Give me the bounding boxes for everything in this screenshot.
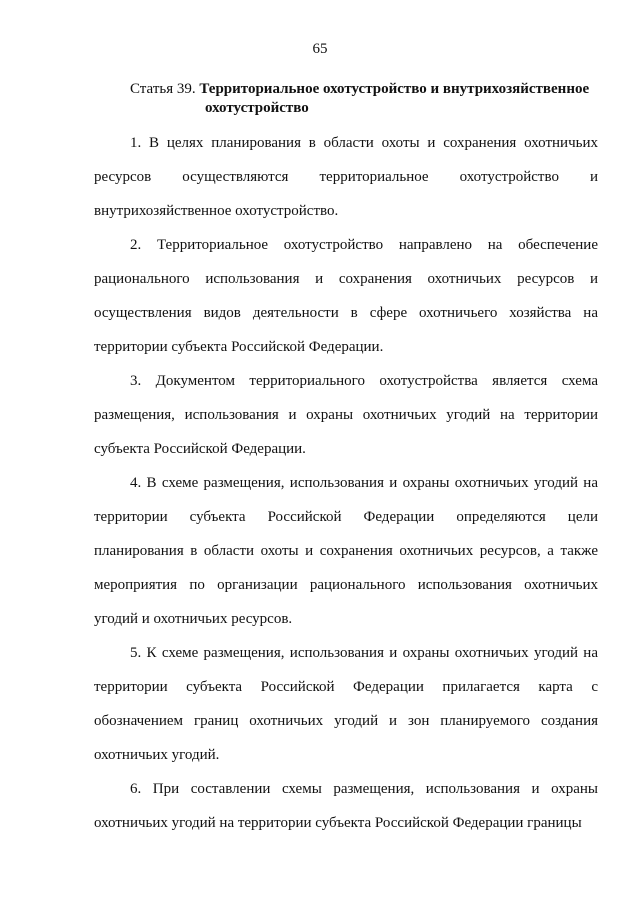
article-title-line2: охотустройство	[205, 100, 309, 116]
paragraph-3	[94, 364, 598, 466]
article-label: Статья 39.	[130, 81, 196, 97]
paragraph-3-text: 3. Документом территориального охотустройства является схема размещения, использования и охраны охотничьих угодий на территории субъекта Российской Федерации.	[94, 373, 598, 457]
paragraph-4	[94, 466, 598, 636]
paragraph-2	[94, 228, 598, 364]
paragraph-6-text: 6. При составлении схемы размещения, использования и охраны охотничьих угодий на территории субъекта Российской Федерации границы	[94, 781, 598, 831]
paragraph-1-text: 1. В целях планирования в области охоты и сохранения охотничьих ресурсов осуществляются территориальное охотустройство и внутрихозяйственное охотустройство.	[94, 135, 598, 219]
page-number: 65	[312, 41, 328, 57]
paragraph-5	[94, 636, 598, 772]
paragraph-6	[94, 772, 598, 840]
paragraph-4-text: 4. В схеме размещения, использования и охраны охотничьих угодий на территории субъекта Российской Федерации определяются цели планирования в области охоты и сохранения охотничьих ресурсов, а также мероприятия по организации рационального использования охотничьих угодий и охотничьих ресурсов.	[94, 475, 598, 627]
paragraph-5-text: 5. К схеме размещения, использования и охраны охотничьих угодий на территории субъекта Российской Федерации прилагается карта с обозначением границ охотничьих угодий и зон планируемого создания охотничьих угодий.	[94, 645, 598, 763]
paragraph-2-text: 2. Территориальное охотустройство направлено на обеспечение рационального использования и сохранения охотничьих ресурсов и осуществления видов деятельности в сфере охотничьего хозяйства на территории субъекта Российской Федерации.	[94, 237, 598, 355]
article-heading	[130, 80, 600, 118]
article-title-line1: Территориальное охотустройство и внутрихозяйственное	[199, 81, 590, 97]
paragraph-1	[94, 126, 598, 228]
